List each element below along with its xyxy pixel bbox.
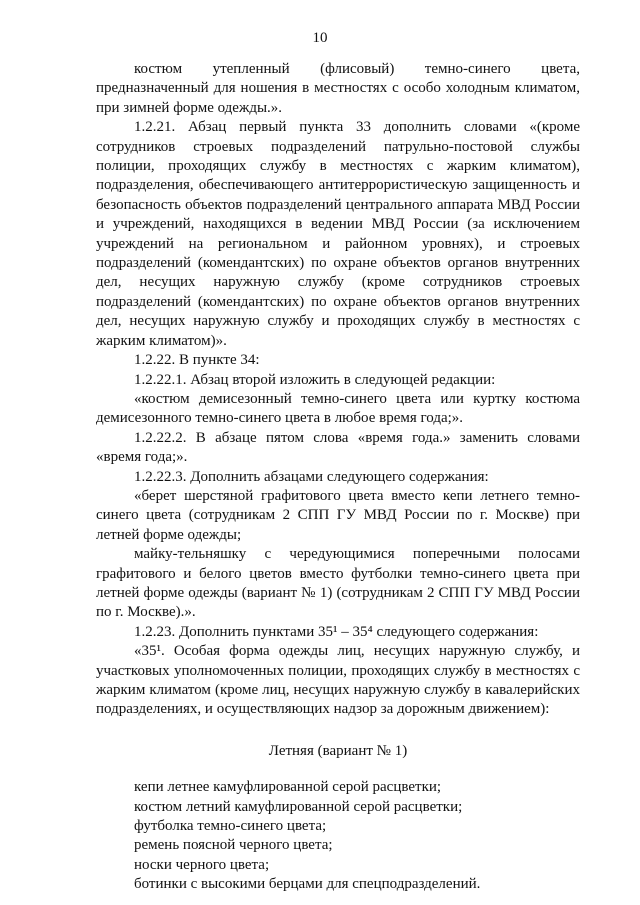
paragraph-costume-fleece: костюм утепленный (флисовый) темно-синего цвета, предназначенный для ношения в местностях с особо холодным климатом, при зимней форме одежды.». (96, 61, 580, 116)
list-item: футболка темно-синего цвета; (134, 818, 327, 835)
paragraph-1-2-22: 1.2.22. В пункте 34: (134, 352, 260, 369)
section-subheading: Летняя (вариант № 1) (268, 742, 408, 759)
list-item: костюм летний камуфлированной серой расцветки; (134, 798, 463, 815)
paragraph-1-2-21: 1.2.21. Абзац первый пункта 33 дополнить словами «(кроме сотрудников строевых подразделений патрульно-постовой службы полиции, проходящих службу в местностях с жарким климатом), подразделения, обеспечивающего антитеррористическую защищенность и безопасность объектов подразделений центрального аппарата МВД России и учреждений, находящихся в ведении МВД России (за исключением учреждений на региональном и районном уровнях), и строевых подразделений (комендантских) по охране объектов органов внутренних дел, несущих наружную службу (кроме сотрудников строевых подразделений (комендантских) по охране объектов органов внутренних дел, несущих наружную службу и проходящих службу в местностях с жарким климатом)». (96, 119, 580, 349)
page-number: 10 (312, 30, 328, 46)
paragraph-demiseason-costume: «костюм демисезонный темно-синего цвета или куртку костюма демисезонного темно-синего цвета в любое время года;». (96, 390, 580, 427)
paragraph-35-1: «35¹. Особая форма одежды лиц, несущих наружную службу, и участковых уполномоченных полиции, проходящих службу в местностях с жарким климатом (кроме лиц, несущих наружную службу в кавалерийских подразделениях, и осуществляющих надзор за дорожным движением): (96, 643, 580, 718)
paragraph-1-2-22-3: 1.2.22.3. Дополнить абзацами следующего содержания: (134, 468, 489, 485)
document-body (96, 60, 580, 895)
paragraph-beret: «берет шерстяной графитового цвета вместо кепи летнего темно-синего цвета (сотрудникам 2 СПП ГУ МВД России по г. Москве) при летней форме одежды; (96, 487, 580, 543)
list-item: ботинки с высокими берцами для спецподразделений. (134, 876, 481, 893)
list-item: ремень поясной черного цвета; (134, 837, 333, 854)
paragraph-telnyashka: майку-тельняшку с чередующимися поперечными полосами графитового и белого цветов вместо футболки темно-синего цвета при летней форме одежды (вариант № 1) (сотрудникам 2 СПП ГУ МВД России по г. Москве).». (96, 546, 580, 621)
list-item: носки черного цвета; (134, 856, 270, 873)
paragraph-1-2-22-1: 1.2.22.1. Абзац второй изложить в следующей редакции: (134, 371, 496, 388)
list-item: кепи летнее камуфлированной серой расцветки; (134, 779, 442, 796)
paragraph-1-2-23: 1.2.23. Дополнить пунктами 35¹ – 35⁴ следующего содержания: (134, 623, 539, 640)
paragraph-1-2-22-2: 1.2.22.2. В абзаце пятом слова «время года.» заменить словами «время года;». (96, 429, 580, 466)
